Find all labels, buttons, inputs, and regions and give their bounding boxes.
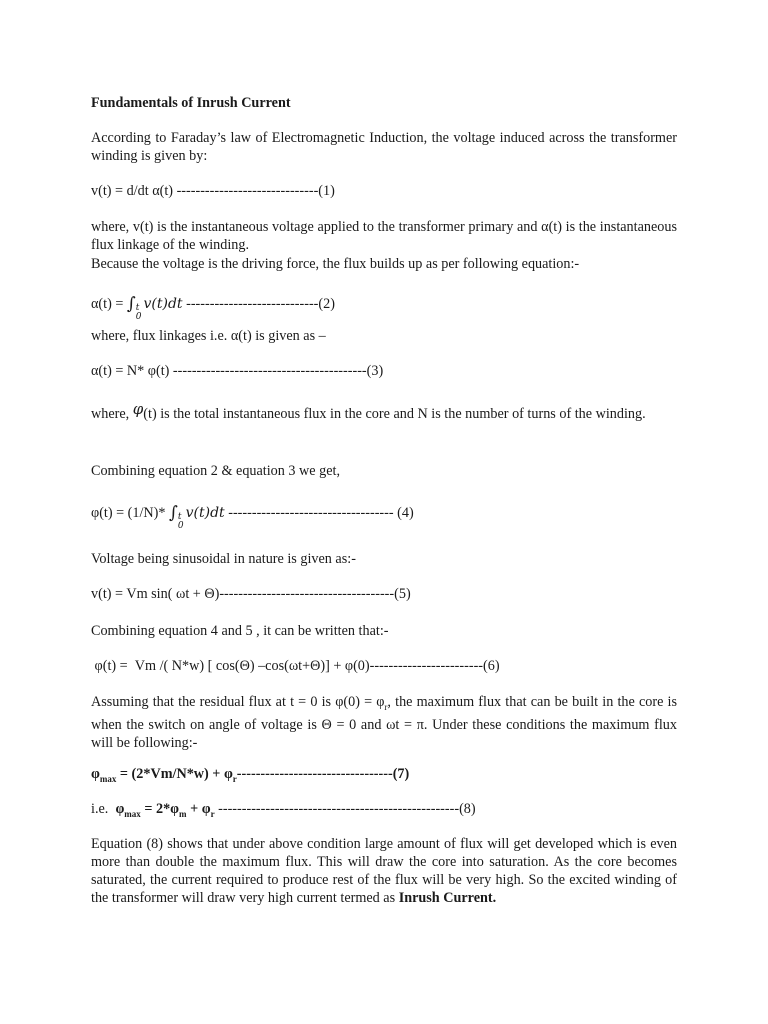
p8-pre: Assuming that the residual flux at t = 0 is φ(0) = φ <box>91 694 385 710</box>
equation-2-tail: ----------------------------(2) <box>186 296 335 312</box>
equation-4 <box>91 503 677 531</box>
integral-symbol-icon: ∫ <box>126 294 136 314</box>
equation-4-tail: ----------------------------------- (4) <box>228 505 414 521</box>
eq7-tail: ---------------------------------(7) <box>236 766 410 782</box>
equation-6: φ(t) = Vm /( N*w) [ cos(Θ) –cos(ωt+Θ)] + φ(0)------------------------(6) <box>91 658 500 674</box>
inrush-current-term: Inrush Current. <box>398 890 497 906</box>
integral-upper-limit: t <box>135 303 140 313</box>
p9-text: Equation (8) shows that under above condition large amount of flux will get developed which is even more than double the maximum flux. This will draw the core into saturation. As the core becomes saturated, the current required to produce rest of the flux will be very high. So the excited winding of the transformer will draw very high current termed as <box>91 836 677 906</box>
eq8-prefix: i.e. <box>91 801 116 817</box>
paragraph-faraday-intro: According to Faraday’s law of Electromagnetic Induction, the voltage induced across the transformer winding is given by: <box>91 130 677 164</box>
eq8-phi: φ <box>115 801 125 817</box>
equation-4-integrand: v(t)dt <box>185 505 225 521</box>
paragraph-conclusion <box>91 835 677 907</box>
eq8-m-sub: m <box>179 808 187 819</box>
equation-1: v(t) = d/dt α(t) ------------------------------(1) <box>91 183 335 199</box>
paragraph-flux-definition <box>91 402 677 425</box>
eq7-body: = (2*Vm/N*w) + φ <box>116 766 233 782</box>
phi-symbol: φ <box>132 400 144 418</box>
equation-8 <box>91 800 677 823</box>
eq8-r-sub: r <box>210 808 215 819</box>
equation-2 <box>91 294 677 322</box>
p4-post: (t) is the total instantaneous flux in the core and N is the number of turns of the winding. <box>143 406 646 422</box>
paragraph-flux-linkage: where, flux linkages i.e. α(t) is given as – <box>91 328 326 344</box>
integral-limits <box>178 513 184 531</box>
equation-2-integrand: v(t)dt <box>143 296 183 312</box>
eq8-mid: = 2*φ <box>140 801 180 817</box>
p4-pre: where, <box>91 406 130 422</box>
integral-limits <box>136 304 142 322</box>
page-title: Fundamentals of Inrush Current <box>91 95 291 111</box>
eq8-plus: + φ <box>186 801 211 817</box>
equation-5: v(t) = Vm sin( ωt + Θ)-------------------------------------(5) <box>91 586 411 602</box>
integral-lower-limit: 0 <box>135 312 142 322</box>
equation-4-lhs: φ(t) = (1/N)* <box>91 505 166 521</box>
paragraph-combining-4-5: Combining equation 4 and 5 , it can be written that:- <box>91 623 389 639</box>
paragraph-sinusoidal: Voltage being sinusoidal in nature is given as:- <box>91 551 356 567</box>
paragraph-residual-flux <box>91 693 677 752</box>
equation-3: α(t) = N* φ(t) -----------------------------------------(3) <box>91 363 384 379</box>
eq8-tail: ---------------------------------------------------(8) <box>214 801 476 817</box>
p8-sub: r <box>384 701 388 712</box>
paragraph-voltage-definition: where, v(t) is the instantaneous voltage applied to the transformer primary and α(t) is the instantaneous flux linkage of the winding. <box>91 219 677 253</box>
eq7-phi: φ <box>91 766 100 782</box>
integral-symbol-icon: ∫ <box>169 503 178 523</box>
integral-upper-limit: t <box>177 512 182 522</box>
paragraph-combining-2-3: Combining equation 2 & equation 3 we get, <box>91 463 341 479</box>
paragraph-flux-buildup: Because the voltage is the driving force, the flux builds up as per following equation:- <box>91 256 580 272</box>
equation-7 <box>91 765 677 788</box>
eq7-r-sub: r <box>232 773 237 784</box>
integral-lower-limit: 0 <box>177 521 184 531</box>
equation-2-lhs: α(t) = <box>91 296 124 312</box>
eq7-phi-sub: max <box>99 773 117 784</box>
p8-post: , the maximum flux that can be built in the core is when the switch on angle of voltage is Θ = 0 and ωt = π. Under these conditions the maximum flux will be following:- <box>91 694 677 751</box>
eq8-phi-sub: max <box>124 808 141 819</box>
